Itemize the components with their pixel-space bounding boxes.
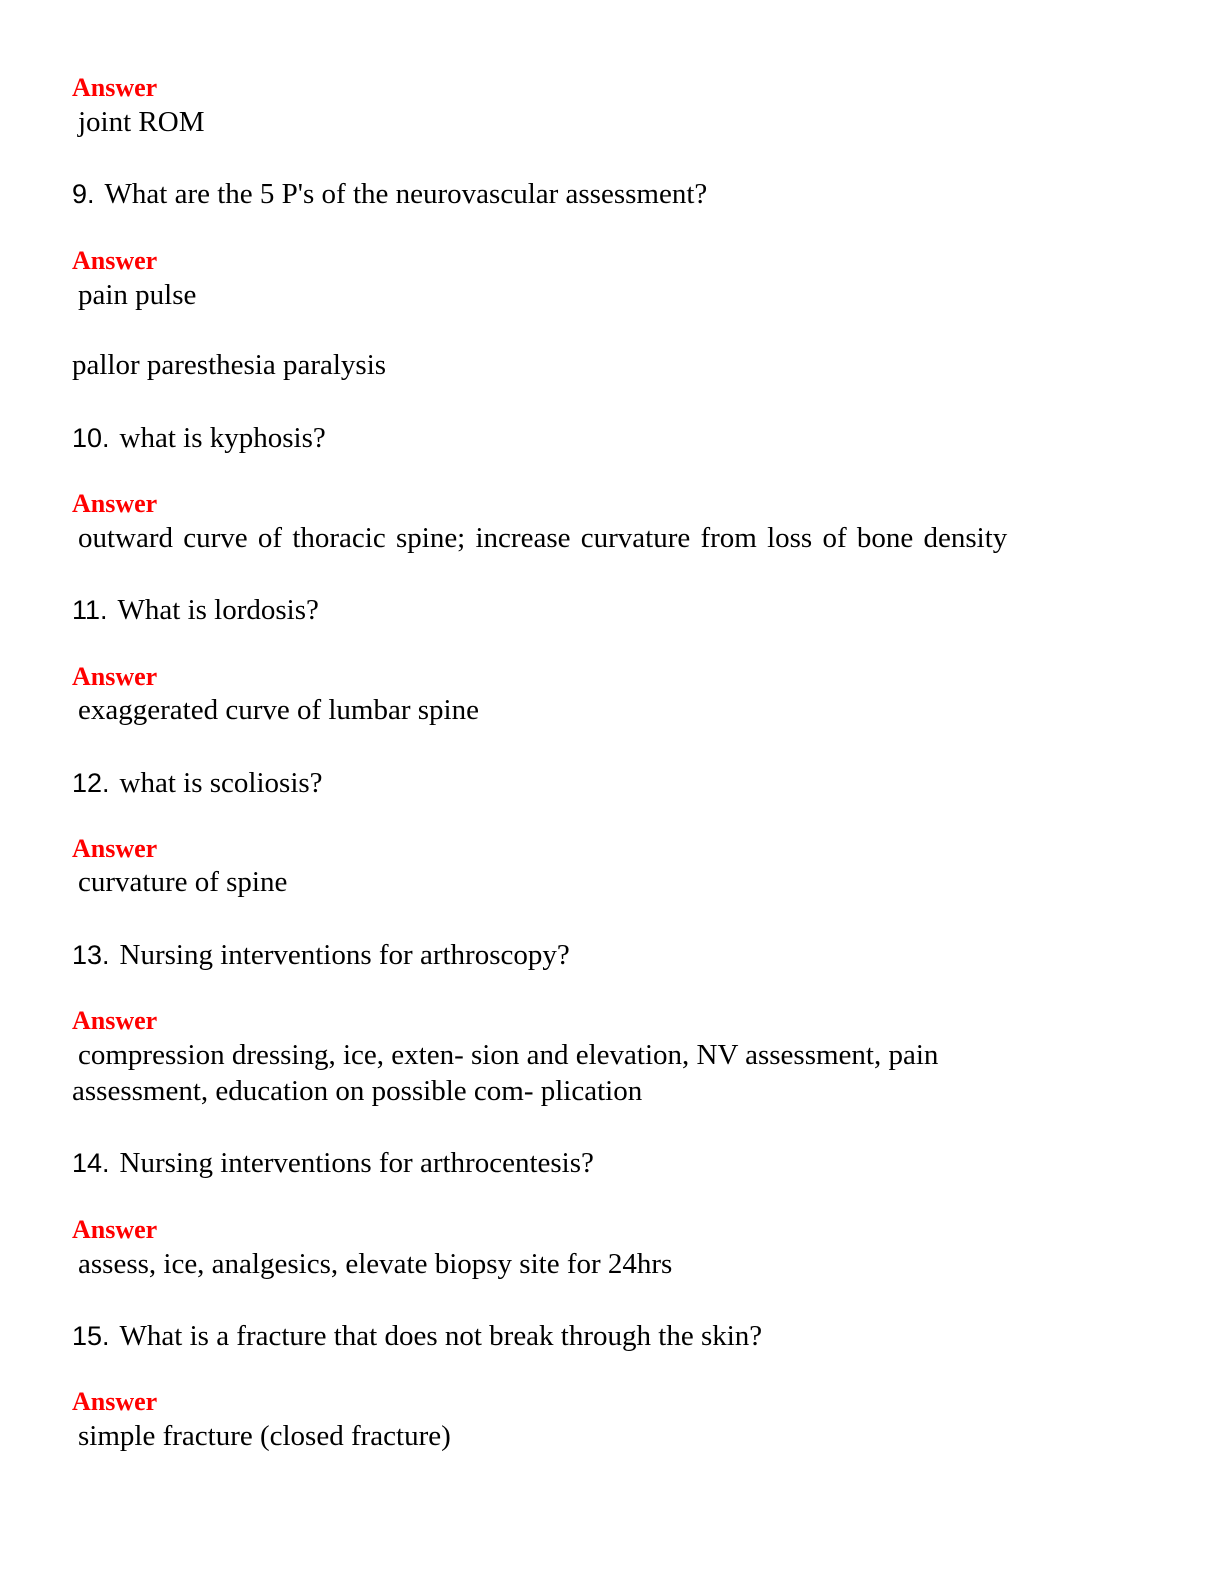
question-10 [72,420,326,461]
question-number: 13. [72,940,110,970]
answer-label: Answer [72,1215,158,1244]
answer-label: Answer [72,1006,158,1035]
question-text: what is kyphosis? [119,422,326,454]
answer-text: curvature of spine [78,866,288,898]
question-text: What is lordosis? [117,594,319,626]
answer-label: Answer [72,246,158,275]
question-13 [72,937,570,978]
question-number: 15. [72,1321,110,1351]
answer-label: Answer [72,73,158,102]
answer-text-continued: pallor paresthesia paralysis [72,349,387,381]
answer-label: Answer [72,1387,158,1416]
question-text: What are the 5 P's of the neurovascular assessment? [104,178,708,210]
question-number: 12. [72,768,110,798]
answer-label: Answer [72,489,158,518]
answer-text: outward curve of thoracic spine; increase curvature from loss of bone density [78,522,1008,554]
question-number: 14. [72,1148,110,1178]
question-12 [72,765,323,806]
answer-text: pain pulse [78,279,197,311]
question-text: what is scoliosis? [119,767,323,799]
question-15 [72,1318,762,1359]
question-14 [72,1145,594,1186]
question-number: 10. [72,423,110,453]
answer-label: Answer [72,834,158,863]
answer-text: exaggerated curve of lumbar spine [78,694,479,726]
answer-text: joint ROM [78,106,205,138]
question-text: Nursing interventions for arthroscopy? [119,939,570,971]
question-text: Nursing interventions for arthrocentesis? [119,1147,594,1179]
answer-text-continued: assessment, education on possible com- plication [72,1075,643,1107]
question-number: 11. [72,595,108,625]
question-11 [72,592,319,633]
answer-text: compression dressing, ice, exten- sion and elevation, NV assessment, pain [78,1039,939,1071]
question-9 [72,176,707,217]
answer-text: assess, ice, analgesics, elevate biopsy site for 24hrs [78,1248,673,1280]
answer-text: simple fracture (closed fracture) [78,1420,451,1452]
question-number: 9. [72,179,95,209]
question-text: What is a fracture that does not break through the skin? [119,1320,763,1352]
answer-label: Answer [72,662,158,691]
